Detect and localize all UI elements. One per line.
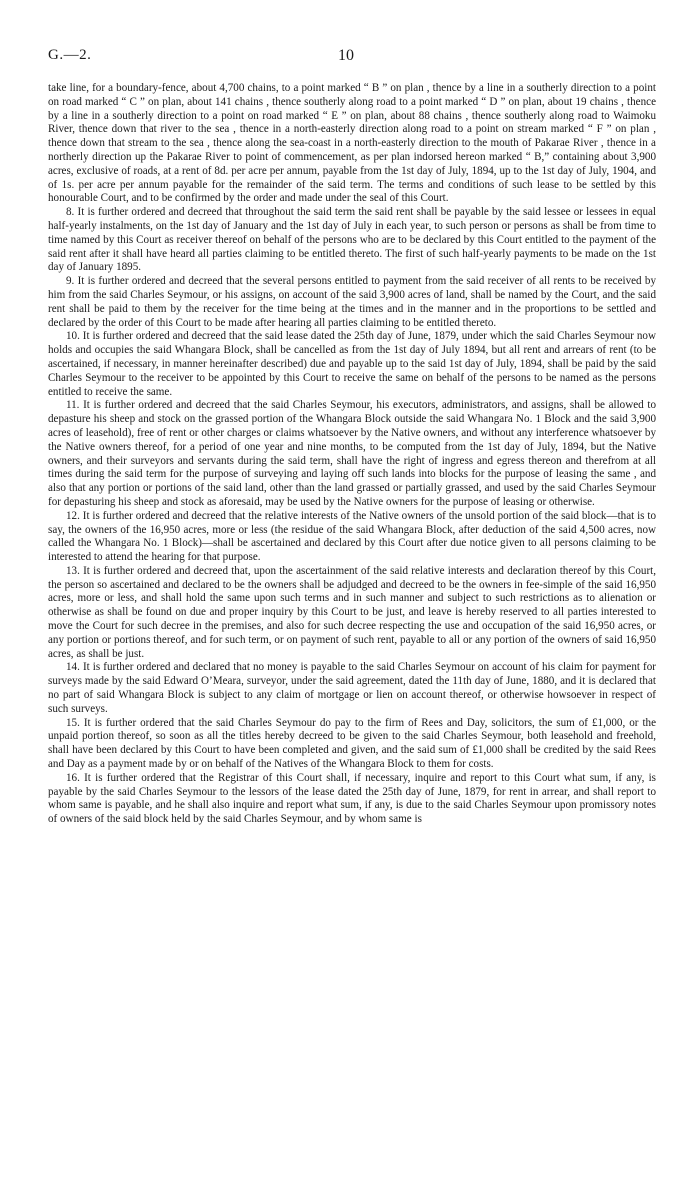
document-body: [48, 82, 656, 827]
paragraph-continuation: take line, for a boundary-fence, about 4,700 chains, to a point marked “ B ” on plan , thence by a line in a southerly direction to a point on road marked “ C ” on plan, about 141 chains , thence southerly along road to a point marked “ D ” on plan, about 19 chains , thence by a line in a southerly direction to a point on road marked “ E ” on plan, about 88 chains , thence southerly along road to Waimoku River, thence down that river to the sea , thence in a north-easterly direction along road to a point on stream marked “ F ” on plan , thence down that stream to the sea , thence along the sea-coast in a north-easterly direction to the mouth of Pakarae River , thence in a northerly direction up the Pakarae River to point of commencement, as per plan indorsed hereon marked “ B,” containing about 3,900 acres, exclusive of roads, at a rent of 8d. per acre per annum, payable from the 1st day of July, 1894, up to the 1st day of July, 1904, and of 1s. per acre per annum payable for the remainder of the said term. The terms and conditions of such lease to be settled by this honourable Court, and to be confirmed by the order and made under the seal of this Court.: [48, 82, 656, 205]
paragraph-15: 15. It is further ordered that the said Charles Seymour do pay to the firm of Rees and Day, solicitors, the sum of £1,000, or the unpaid portion thereof, so soon as all the titles hereby decreed to be given to the said Charles Seymour, both leasehold and freehold, shall have been declared by this Court to have been completed and given, and the said sum of £1,000 shall be credited by the said Rees and Day as a payment made by or on behalf of the Natives of the Whangara Block to them for costs.: [48, 716, 656, 771]
paragraph-13: 13. It is further ordered and decreed that, upon the ascertainment of the said relative interests and declaration thereof by this Court, the person so ascertained and declared to be the owners shall be adjudged and decreed to be the owners in fee-simple of the said 16,950 acres, more or less, and shall hold the same upon such terms and in such manner and subject to such restrictions as to alienation or otherwise as shall be found on due and proper inquiry by this Court to be just, and leave is hereby reserved to all parties interested to move the Court for such decree in the premises, and also for such decree respecting the use and occupation of the said 16,950 acres, or any portion or portions thereof, and for such term, or on payment of such rent, payable to all or any portion of the owners of said 16,950 acres, as shall be just.: [48, 564, 656, 660]
paragraph-14: 14. It is further ordered and declared that no money is payable to the said Charles Seymour on account of his claim for payment for surveys made by the said Edward O’Meara, surveyor, under the said agreement, dated the 11th day of June, 1880, and it is declared that no part of said Whangara Block is subject to any claim of mortgage or lien on account thereof, or otherwise howsoever in respect of such surveys.: [48, 661, 656, 715]
paragraph-16: 16. It is further ordered that the Registrar of this Court shall, if necessary, inquire and report to this Court what sum, if any, is payable by the said Charles Seymour to the lessors of the lease dated the 25th day of June, 1879, for rent in arrear, and shall report to whom same is payable, and he shall also inquire and report what sum, if any, is due to the said Charles Seymour upon promissory notes of owners of the said block held by the said Charles Seymour, and by whom same is: [48, 771, 656, 826]
paragraph-8: 8. It is further ordered and decreed that throughout the said term the said rent shall be payable by the said lessee or lessees in equal half-yearly instalments, on the 1st day of January and the 1st day of July in each year, to such person or persons as shall be from time to time named by this Court as receiver thereof on behalf of the persons who are to be declared by this Court entitled to the payment of the said rent after it shall have heard all parties claiming to be entitled thereto. The first of such half-yearly payments to be made on the 1st day of January 1895.: [48, 206, 656, 274]
document-reference: G.—2.: [48, 47, 92, 63]
page-number: 10: [338, 47, 354, 64]
paragraph-10: 10. It is further ordered and decreed that the said lease dated the 25th day of June, 1879, under which the said Charles Seymour now holds and occupies the said Whangara Block, shall be cancelled as from the 1st day of July 1894, but all rent and arrears of rent (to be ascertained, if necessary, in manner hereinafter described) due and payable up to the said 1st day of July, 1894, shall be paid by the said Charles Seymour to the receiver to be appointed by this Court to receive the same on behalf of the persons to be named as the persons entitled to receive the same.: [48, 330, 656, 398]
page-header: [48, 47, 656, 69]
paragraph-9: 9. It is further ordered and decreed that the several persons entitled to payment from the said receiver of all rents to be received by him from the said Charles Seymour, or his assigns, on account of the said 3,900 acres of land, shall be named by the Court, and the said rent shall be paid to them by the receiver for the time being at the times and in the manner and in the proportions to be settled and declared by the order of this Court to be made after hearing all parties claiming to be entitled thereto.: [48, 275, 656, 329]
paragraph-11: 11. It is further ordered and decreed that the said Charles Seymour, his executors, administrators, and assigns, shall be allowed to depasture his sheep and stock on the grassed portion of the Whangara Block outside the said Whangara No. 1 Block and the said 3,900 acres of leasehold), free of rent or other charges or claims whatsoever by the Native owners, and without any interference whatsoever by the Native owners thereof, for a period of one year and nine months, to be computed from the 1st day of July, 1894, but the Native owners, and their surveyors and servants during the said term, shall have the right of ingress and egress thereon and therefrom at all times during the said term for the purpose of surveying and laying off such lands into blocks for the purpose of leasing the same , and also that any portion or portions of the said land, other than the land grassed or partially grassed, and used by the said Charles Seymour for depasturing his sheep and stock as aforesaid, may be used by the Native owners for the purpose of leasing or otherwise.: [48, 399, 656, 508]
paragraph-12: 12. It is further ordered and decreed that the relative interests of the Native owners of the unsold portion of the said block—that is to say, the owners of the 16,950 acres, more or less (the residue of the said Whangara Block, after deduction of the said 4,500 acres, now called the Whangara No. 1 Block)—shall be ascertained and declared by this Court after due notice given to all persons claiming to be interested to attend the hearing for that purpose.: [48, 509, 656, 564]
